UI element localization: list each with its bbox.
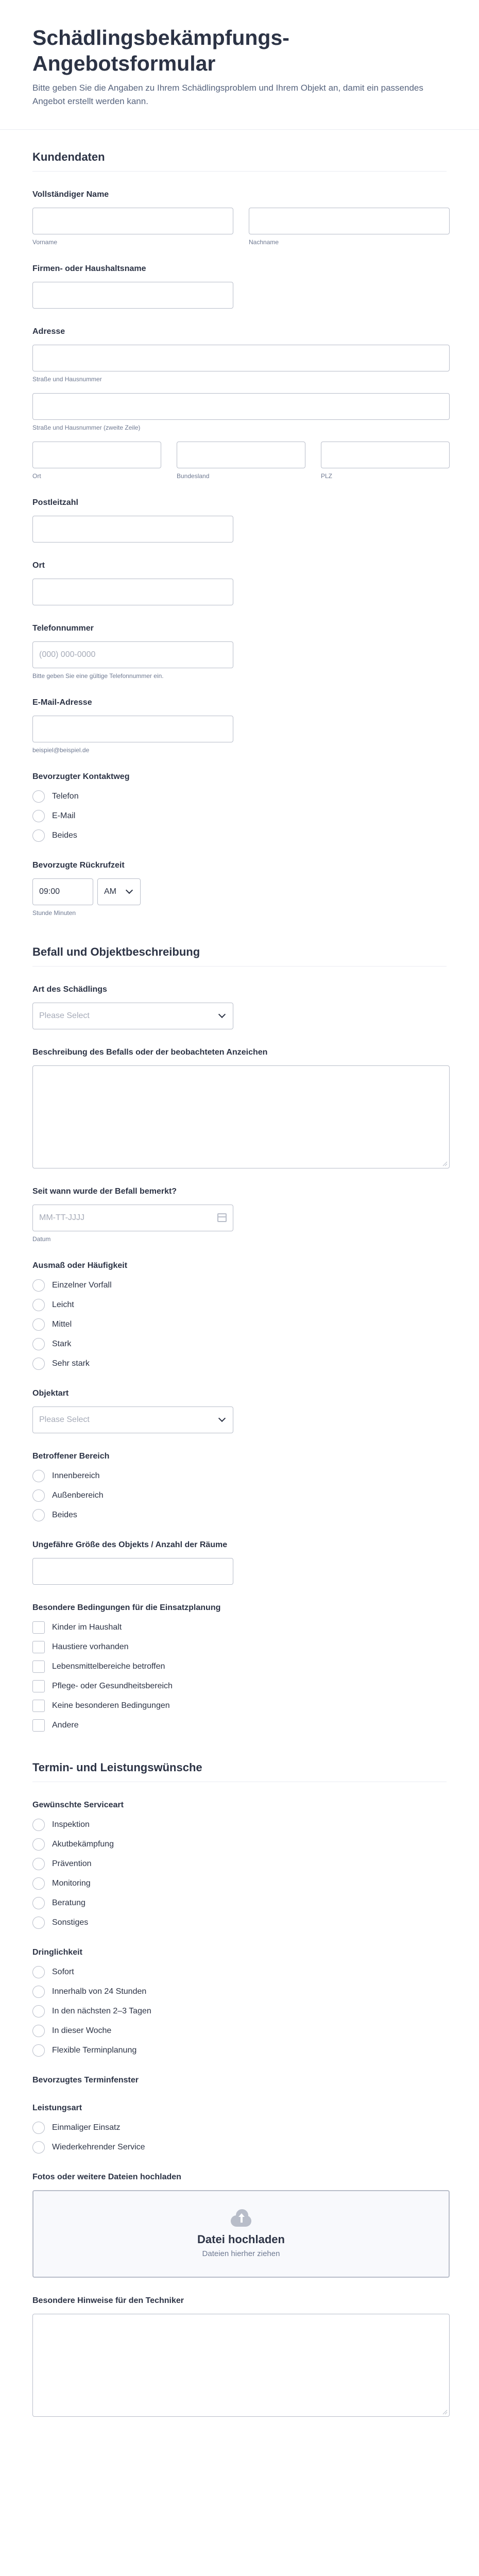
object-select[interactable] <box>32 1406 233 1433</box>
contact-option[interactable] <box>32 790 447 803</box>
radio-button[interactable] <box>32 810 45 822</box>
option-label: Außenbereich <box>52 1490 104 1500</box>
radio-button[interactable] <box>32 1279 45 1292</box>
form-body <box>0 150 479 2417</box>
radio-button[interactable] <box>32 829 45 842</box>
radio-button[interactable] <box>32 2005 45 2018</box>
chevron-down-icon <box>126 887 133 894</box>
option-label: Andere <box>52 1720 79 1730</box>
radio-button[interactable] <box>32 1299 45 1311</box>
radio-button[interactable] <box>32 1877 45 1890</box>
area-field <box>32 1452 447 1522</box>
state-sublabel: Bundesland <box>177 472 210 480</box>
field-label: Postleitzahl <box>32 498 78 507</box>
ampm-value: AM <box>104 887 116 896</box>
street2-input[interactable] <box>32 393 450 420</box>
checkbox[interactable] <box>32 1719 45 1732</box>
radio-button[interactable] <box>32 2141 45 2154</box>
servicetype-option[interactable] <box>32 1857 447 1871</box>
condition-option[interactable] <box>32 1640 447 1654</box>
extent-option[interactable] <box>32 1337 447 1351</box>
option-label: Beratung <box>52 1898 85 1907</box>
option-label: Lebensmittelbereiche betroffen <box>52 1662 165 1671</box>
company-field <box>32 264 447 309</box>
field-label: Leistungsart <box>32 2103 82 2112</box>
phone-placeholder: (000) 000-0000 <box>39 650 96 659</box>
form-subtitle: Bitte geben Sie die Angaben zu Ihrem Schädlingsproblem und Ihrem Objekt an, damit ein passendes Angebot erstellt werden kann. <box>32 83 423 107</box>
option-label: Pflege- oder Gesundheitsbereich <box>52 1681 173 1690</box>
field-label: Besondere Hinweise für den Techniker <box>32 2296 184 2305</box>
phone-input[interactable] <box>32 641 233 668</box>
field-label: Art des Schädlings <box>32 985 107 994</box>
upload-field <box>32 2173 447 2278</box>
object-field <box>32 1389 447 1433</box>
servicetype-option[interactable] <box>32 1896 447 1910</box>
email-input[interactable] <box>32 716 233 742</box>
option-label: E-Mail <box>52 811 76 820</box>
option-label: Prävention <box>52 1859 92 1868</box>
pest-field <box>32 985 447 1029</box>
area-option[interactable] <box>32 1489 447 1502</box>
option-label: Kinder im Haushalt <box>52 1622 122 1632</box>
name-field <box>32 190 447 246</box>
time-input[interactable] <box>32 878 93 905</box>
upload-hint: Dateien hierher ziehen <box>202 2249 280 2259</box>
checkbox[interactable] <box>32 1660 45 1673</box>
checkbox[interactable] <box>32 1700 45 1712</box>
option-label: In dieser Woche <box>52 2026 112 2035</box>
address-city-input[interactable] <box>32 442 161 468</box>
area-option[interactable] <box>32 1469 447 1483</box>
city-input[interactable] <box>32 579 233 605</box>
option-label: Haustiere vorhanden <box>52 1642 129 1651</box>
notes-field <box>32 2296 447 2417</box>
field-label: Telefonnummer <box>32 623 94 633</box>
field-label: Bevorzugter Kontaktweg <box>32 772 130 781</box>
checkbox[interactable] <box>32 1680 45 1692</box>
urgency-option[interactable] <box>32 2024 447 2038</box>
option-label: Beides <box>52 1510 77 1519</box>
servicetype-option[interactable] <box>32 1818 447 1832</box>
checkbox[interactable] <box>32 1621 45 1634</box>
section-title: Termin- und Leistungswünsche <box>32 1760 202 1774</box>
email-field <box>32 698 447 754</box>
option-label: Innerhalb von 24 Stunden <box>52 1987 147 1996</box>
radio-button[interactable] <box>32 1858 45 1870</box>
field-label: Fotos oder weitere Dateien hochladen <box>32 2172 181 2181</box>
radio-button[interactable] <box>32 1897 45 1909</box>
conditions-field <box>32 1603 447 1732</box>
section-service <box>32 1761 447 1782</box>
form-title: Schädlingsbekämpfungs-Angebotsformular <box>32 26 289 76</box>
company-input[interactable] <box>32 282 233 309</box>
chevron-down-icon <box>218 1011 226 1018</box>
field-label: Ort <box>32 561 45 570</box>
radio-button[interactable] <box>32 1509 45 1521</box>
resize-handle-icon[interactable] <box>442 2410 448 2415</box>
condition-option[interactable] <box>32 1660 447 1673</box>
option-label: Beides <box>52 831 77 840</box>
radio-button[interactable] <box>32 1917 45 1929</box>
zip-input[interactable] <box>321 442 450 468</box>
field-label: Gewünschte Serviceart <box>32 1800 124 1809</box>
radio-button[interactable] <box>32 1318 45 1331</box>
option-label: Wiederkehrender Service <box>52 2142 145 2151</box>
field-label: Betroffener Bereich <box>32 1451 110 1461</box>
contact-option[interactable] <box>32 829 447 842</box>
servicetype-option[interactable] <box>32 1916 447 1929</box>
area-option[interactable] <box>32 1509 447 1522</box>
postal-input[interactable] <box>32 516 233 543</box>
extent-option[interactable] <box>32 1298 447 1312</box>
extent-option[interactable] <box>32 1357 447 1370</box>
field-label: Ungefähre Größe des Objekts / Anzahl der Räume <box>32 1540 228 1549</box>
contact-field <box>32 772 447 842</box>
checkbox[interactable] <box>32 1641 45 1653</box>
option-label: Mittel <box>52 1319 72 1329</box>
option-label: Telefon <box>52 791 79 801</box>
servicetype-option[interactable] <box>32 1877 447 1890</box>
select-placeholder: Please Select <box>39 1415 90 1424</box>
callback-hint: Stunde Minuten <box>32 909 76 917</box>
email-hint: beispiel@beispiel.de <box>32 746 90 754</box>
street2-sublabel: Straße und Hausnummer (zweite Zeile) <box>32 423 141 431</box>
option-label: Monitoring <box>52 1878 91 1888</box>
size-field <box>32 1540 447 1585</box>
appointment-field <box>32 2076 447 2085</box>
servicetype-option[interactable] <box>32 1838 447 1851</box>
first-name-sublabel: Vorname <box>32 238 58 246</box>
urgency-option[interactable] <box>32 2044 447 2057</box>
option-label: Sofort <box>52 1967 74 1976</box>
address-city-sublabel: Ort <box>32 472 41 480</box>
description-textarea[interactable] <box>32 1065 450 1168</box>
address-field <box>32 327 447 480</box>
option-label: Innenbereich <box>52 1471 100 1480</box>
radio-button[interactable] <box>32 2122 45 2134</box>
urgency-field <box>32 1948 447 2057</box>
radio-button[interactable] <box>32 1819 45 1831</box>
date-placeholder: MM-TT-JJJJ <box>39 1213 84 1222</box>
servicekind-option[interactable] <box>32 2141 447 2154</box>
calendar-icon[interactable] <box>217 1213 227 1222</box>
first-name-input[interactable] <box>32 208 233 234</box>
field-label: E-Mail-Adresse <box>32 698 92 707</box>
radio-button[interactable] <box>32 1838 45 1851</box>
radio-button[interactable] <box>32 1338 45 1350</box>
section-title: Befall und Objektbeschreibung <box>32 945 200 958</box>
condition-option[interactable] <box>32 1699 447 1713</box>
extent-option[interactable] <box>32 1279 447 1292</box>
phone-hint: Bitte geben Sie eine gültige Telefonnummer ein. <box>32 672 164 680</box>
radio-button[interactable] <box>32 2025 45 2037</box>
option-label: Leicht <box>52 1300 74 1309</box>
time-value: 09:00 <box>39 887 60 896</box>
option-label: Einmaliger Einsatz <box>52 2123 121 2132</box>
pest-select[interactable] <box>32 1003 233 1029</box>
option-label: Flexible Terminplanung <box>52 2045 137 2055</box>
since-field <box>32 1187 447 1243</box>
option-label: Inspektion <box>52 1820 90 1829</box>
option-label: Stark <box>52 1339 72 1348</box>
condition-option[interactable] <box>32 1680 447 1693</box>
field-label: Objektart <box>32 1388 69 1398</box>
notes-textarea[interactable] <box>32 2314 450 2417</box>
contact-option[interactable] <box>32 809 447 823</box>
urgency-option[interactable] <box>32 2005 447 2018</box>
section-title: Kundendaten <box>32 150 105 163</box>
option-label: In den nächsten 2–3 Tagen <box>52 2006 151 2015</box>
select-placeholder: Please Select <box>39 1011 90 1020</box>
urgency-option[interactable] <box>32 1985 447 1998</box>
condition-option[interactable] <box>32 1621 447 1634</box>
radio-button[interactable] <box>32 1358 45 1370</box>
radio-button[interactable] <box>32 2044 45 2057</box>
last-name-sublabel: Nachname <box>249 238 279 246</box>
street-input[interactable] <box>32 345 450 371</box>
phone-field <box>32 624 447 680</box>
servicekind-field <box>32 2104 447 2154</box>
form-header <box>0 0 479 130</box>
ampm-select[interactable] <box>97 878 141 905</box>
last-name-input[interactable] <box>249 208 450 234</box>
servicetype-field <box>32 1801 447 1929</box>
extent-field <box>32 1261 447 1370</box>
date-hint: Datum <box>32 1235 51 1243</box>
option-label: Akutbekämpfung <box>52 1839 114 1849</box>
field-label: Dringlichkeit <box>32 1947 82 1957</box>
field-label: Adresse <box>32 327 65 336</box>
field-label: Vollständiger Name <box>32 190 109 199</box>
chevron-down-icon <box>218 1415 226 1422</box>
radio-button[interactable] <box>32 1966 45 1978</box>
radio-button[interactable] <box>32 1489 45 1502</box>
option-label: Sonstiges <box>52 1918 89 1927</box>
extent-option[interactable] <box>32 1318 447 1331</box>
postal-field <box>32 498 447 543</box>
field-label: Bevorzugtes Terminfenster <box>32 2075 139 2084</box>
option-label: Sehr stark <box>52 1359 90 1368</box>
option-label: Einzelner Vorfall <box>52 1280 112 1290</box>
city-field <box>32 561 447 605</box>
street-sublabel: Straße und Hausnummer <box>32 375 102 383</box>
section-customer <box>32 150 447 172</box>
field-label: Seit wann wurde der Befall bemerkt? <box>32 1187 177 1196</box>
radio-button[interactable] <box>32 1986 45 1998</box>
state-input[interactable] <box>177 442 305 468</box>
field-label: Beschreibung des Befalls oder der beobachteten Anzeichen <box>32 1047 268 1057</box>
size-input[interactable] <box>32 1558 233 1585</box>
field-label: Firmen- oder Haushaltsname <box>32 264 146 273</box>
callback-field <box>32 861 447 917</box>
field-label: Bevorzugte Rückrufzeit <box>32 860 125 870</box>
date-input[interactable] <box>32 1205 233 1231</box>
zip-sublabel: PLZ <box>321 472 333 480</box>
upload-title: Datei hochladen <box>197 2233 285 2246</box>
field-label: Besondere Bedingungen für die Einsatzplanung <box>32 1603 221 1612</box>
radio-button[interactable] <box>32 790 45 803</box>
file-upload-dropzone[interactable] <box>32 2190 450 2278</box>
resize-handle-icon[interactable] <box>442 1161 448 1166</box>
option-label: Keine besonderen Bedingungen <box>52 1701 170 1710</box>
radio-button[interactable] <box>32 1470 45 1482</box>
section-infestation <box>32 945 447 967</box>
cloud-upload-icon <box>229 2209 253 2227</box>
field-label: Ausmaß oder Häufigkeit <box>32 1261 128 1270</box>
urgency-option[interactable] <box>32 1965 447 1979</box>
condition-option[interactable] <box>32 1719 447 1732</box>
servicekind-option[interactable] <box>32 2121 447 2134</box>
description-field <box>32 1048 447 1168</box>
